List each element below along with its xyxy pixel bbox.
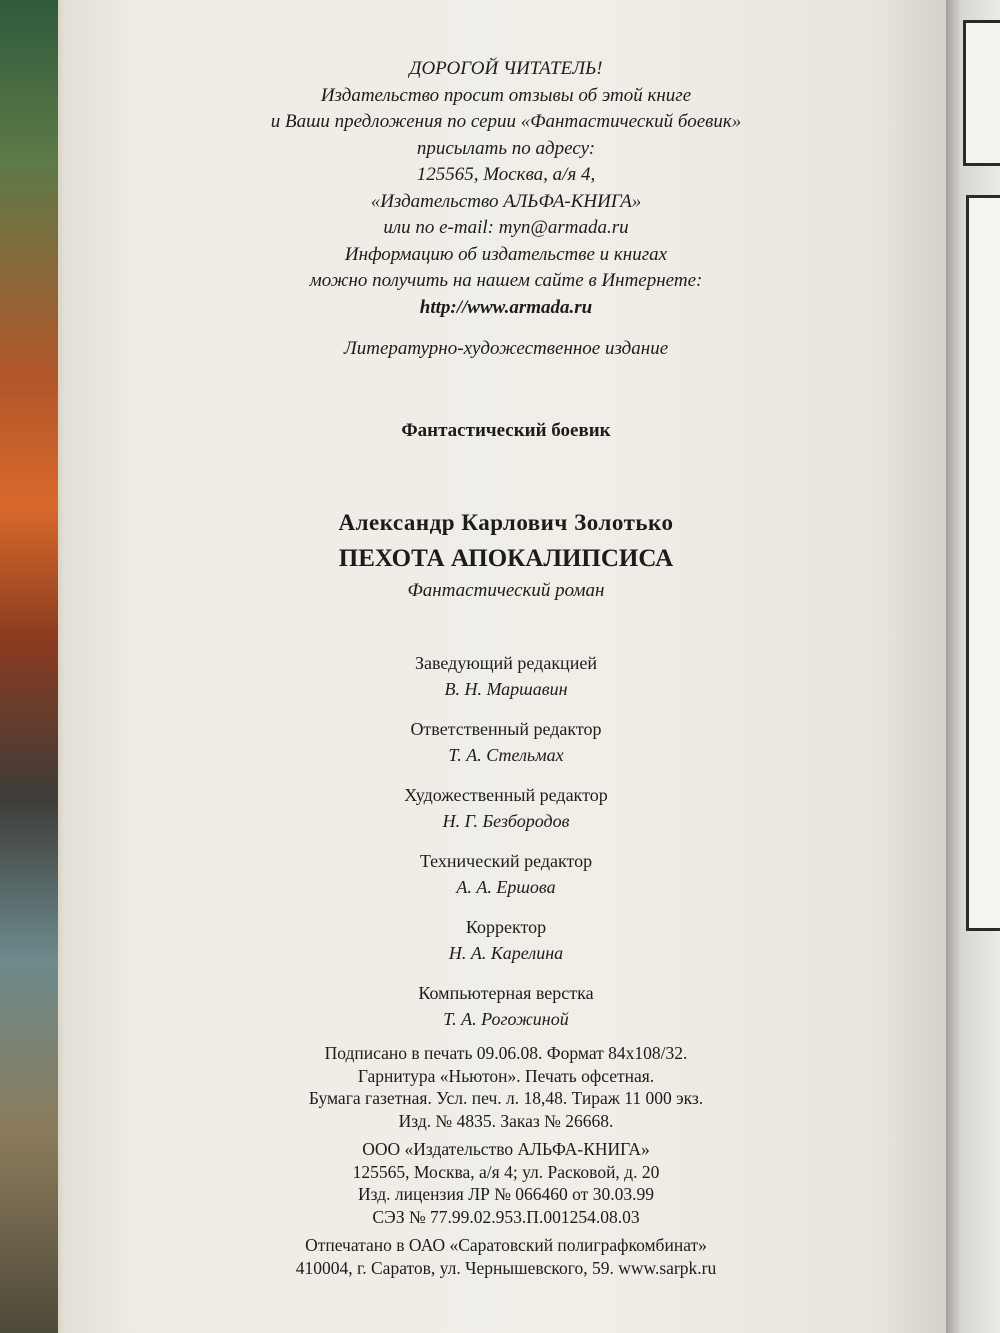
credit-name: Н. Г. Безбородов (442, 811, 570, 831)
reader-notice-line: «Издательство АЛЬФА-КНИГА» (370, 190, 642, 212)
credit-name: Н. А. Карелина (448, 943, 564, 963)
book-genre: Фантастический роман (407, 580, 605, 601)
credits-list (66, 650, 946, 1046)
credit-name: Т. А. Рогожиной (443, 1009, 569, 1029)
credit-role: Компьютерная верстка (418, 983, 594, 1003)
publisher-info (66, 1138, 946, 1228)
credit-name: А. А. Ершова (456, 877, 556, 897)
reader-notice (66, 56, 946, 321)
print-details (66, 1042, 946, 1132)
book-title: ПЕХОТА АПОКАЛИПСИСА (338, 545, 674, 572)
credit-name: В. Н. Маршавин (444, 679, 568, 699)
website-url: http://www.armada.ru (419, 296, 593, 318)
printer-info (66, 1234, 946, 1279)
credit-role: Заведующий редакцией (415, 653, 597, 673)
credit-role: Корректор (465, 917, 547, 937)
printer-line: Отпечатано в ОАО «Саратовский полиграфкомбинат» (305, 1235, 707, 1255)
facing-page-frame-top (963, 20, 1000, 166)
facing-page-frame (966, 195, 1000, 931)
print-detail-line: Бумага газетная. Усл. печ. л. 18,48. Тираж 11 000 экз. (308, 1088, 704, 1108)
credit-role: Ответственный редактор (410, 719, 602, 739)
series-name: Фантастический боевик (401, 420, 611, 441)
print-detail-line: Гарнитура «Ньютон». Печать офсетная. (357, 1065, 655, 1086)
reader-notice-line: или по e-mail: myn@armada.ru (383, 217, 629, 238)
publisher-line: Изд. лицензия ЛР № 066460 от 30.03.99 (358, 1184, 654, 1204)
reader-notice-line: Издательство просит отзывы об этой книге (320, 84, 692, 106)
reader-notice-line: можно получить на нашем сайте в Интернете: (309, 270, 703, 291)
publisher-line: ООО «Издательство АЛЬФА-КНИГА» (362, 1139, 650, 1159)
credit-role: Технический редактор (419, 851, 593, 871)
printer-line: 410004, г. Саратов, ул. Чернышевского, 59. www.sarpk.ru (295, 1257, 717, 1278)
edition-type: Литературно-художественное издание (343, 338, 669, 359)
credit-name: Т. А. Стельмах (448, 745, 564, 765)
author-name: Александр Карлович Золотько (338, 510, 674, 535)
reader-notice-line: и Ваши предложения по серии «Фантастический боевик» (270, 111, 742, 132)
print-detail-line: Подписано в печать 09.06.08. Формат 84x108/32. (324, 1043, 688, 1063)
print-detail-line: Изд. № 4835. Заказ № 26668. (398, 1110, 614, 1131)
reader-notice-line: Информацию об издательстве и книгах (344, 243, 668, 265)
reader-notice-line: 125565, Москва, а/я 4, (416, 164, 596, 185)
reader-notice-heading: ДОРОГОЙ ЧИТАТЕЛЬ! (409, 58, 603, 79)
imprint-page (66, 0, 946, 1333)
credit-role: Художественный редактор (404, 785, 608, 805)
reader-notice-line: присылать по адресу: (416, 137, 596, 159)
publisher-line: СЭЗ № 77.99.02.953.П.001254.08.03 (372, 1206, 640, 1227)
publisher-line: 125565, Москва, а/я 4; ул. Расковой, д. 20 (352, 1161, 660, 1182)
